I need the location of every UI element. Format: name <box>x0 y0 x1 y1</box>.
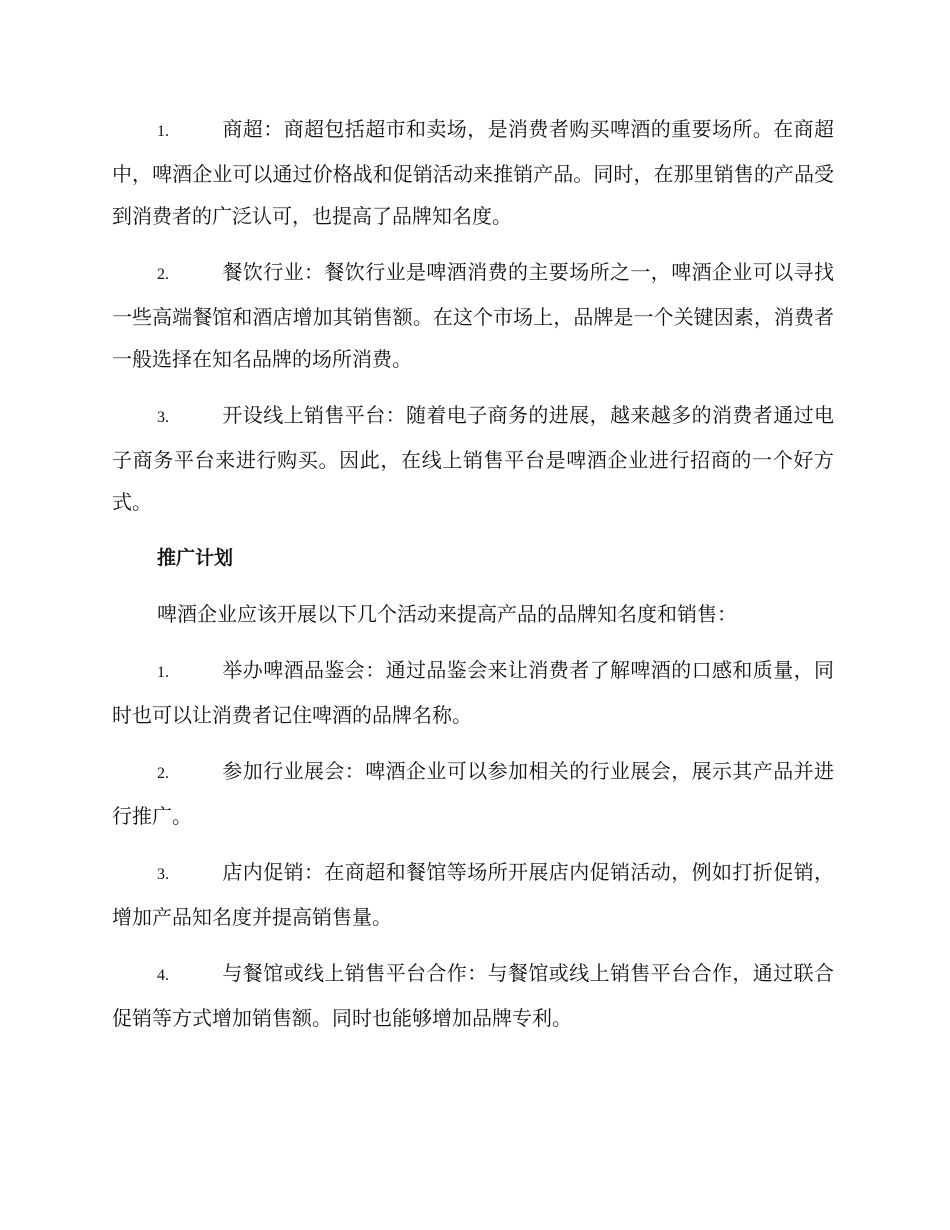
list-number: 1. <box>157 664 169 681</box>
list-number: 4. <box>157 967 169 984</box>
list-item <box>112 108 834 237</box>
section-intro: 啤酒企业应该开展以下几个活动来提高产品的品牌知名度和销售： <box>157 602 737 626</box>
list-item-text: 餐饮行业：餐饮行业是啤酒消费的主要场所之一，啤酒企业可以寻找一些高端餐馆和酒店增加其销售额。在这个市场上，品牌是一个关键因素，消费者一般选择在知名品牌的场所消费。 <box>112 260 834 371</box>
list-number: 1. <box>157 123 169 140</box>
document-page <box>112 108 834 1053</box>
list-number: 2. <box>157 765 169 782</box>
list-number: 3. <box>157 409 169 426</box>
list-item <box>112 750 834 837</box>
list-item-text: 参加行业展会：啤酒企业可以参加相关的行业展会，展示其产品并进行推广。 <box>112 759 834 828</box>
list-item <box>112 649 834 736</box>
list-number: 3. <box>157 866 169 883</box>
list-item <box>112 851 834 938</box>
list-number: 2. <box>157 266 169 283</box>
list-item <box>112 952 834 1039</box>
list-item-text: 商超：商超包括超市和卖场，是消费者购买啤酒的重要场所。在商超中，啤酒企业可以通过价格战和促销活动来推销产品。同时，在那里销售的产品受到消费者的广泛认可，也提高了品牌知名度。 <box>112 117 834 228</box>
list-item-text: 开设线上销售平台：随着电子商务的进展，越来越多的消费者通过电子商务平台来进行购买。因此，在线上销售平台是啤酒企业进行招商的一个好方式。 <box>112 403 834 514</box>
section-heading: 推广计划 <box>157 547 234 569</box>
list-item <box>112 394 834 523</box>
list-item-text: 与餐馆或线上销售平台合作：与餐馆或线上销售平台合作，通过联合促销等方式增加销售额。同时也能够增加品牌专利。 <box>112 961 834 1030</box>
list-item <box>112 251 834 380</box>
list-item-text: 店内促销：在商超和餐馆等场所开展店内促销活动，例如打折促销，增加产品知名度并提高销售量。 <box>112 860 834 929</box>
list-item-text: 举办啤酒品鉴会：通过品鉴会来让消费者了解啤酒的口感和质量，同时也可以让消费者记住啤酒的品牌名称。 <box>112 658 834 727</box>
